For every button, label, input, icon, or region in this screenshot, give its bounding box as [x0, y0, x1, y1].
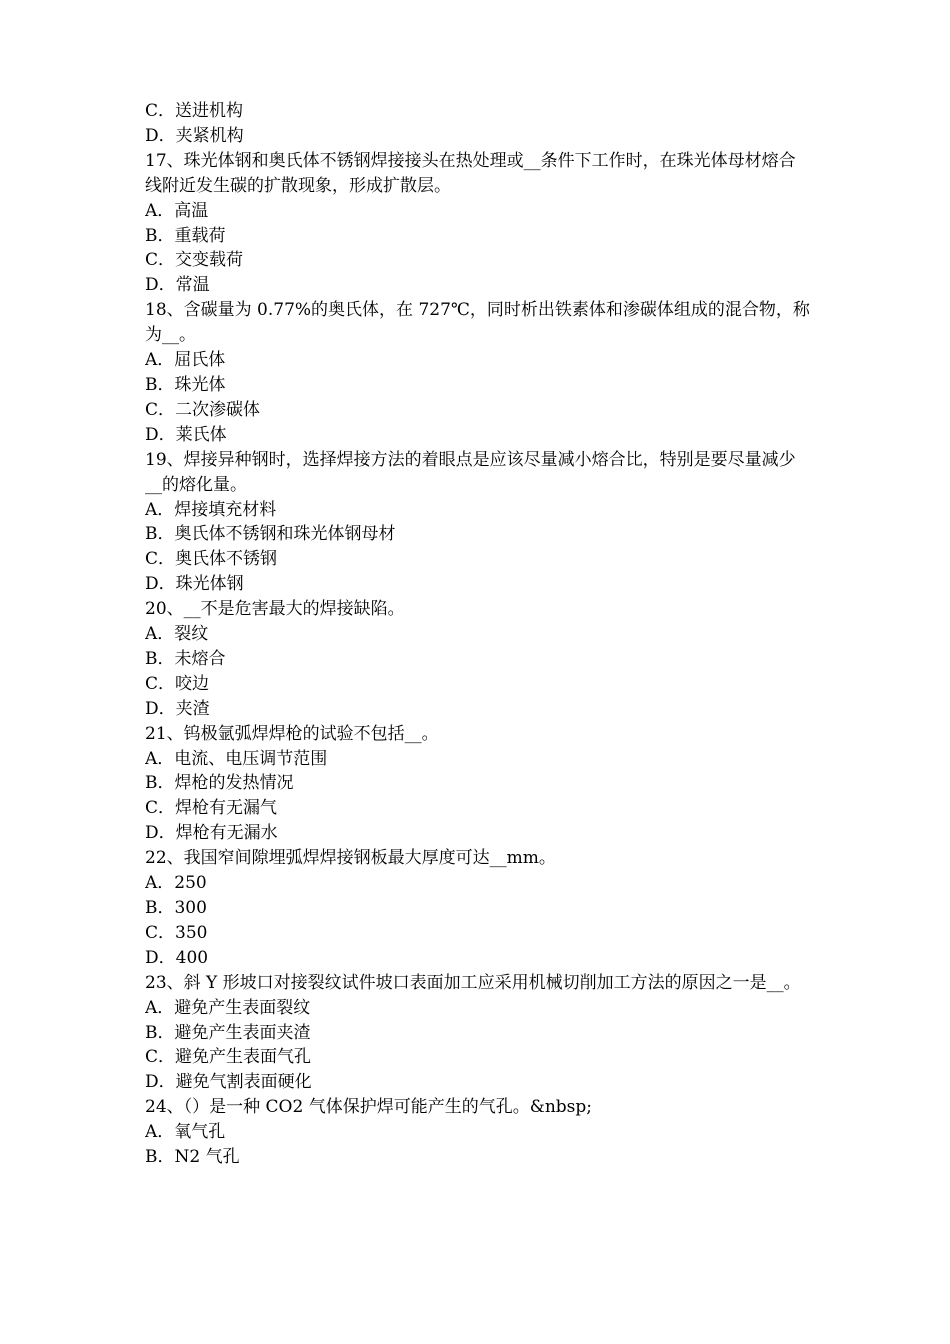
answer-option: B．未熔合	[145, 648, 226, 669]
answer-option: D．焊枪有无漏水	[145, 823, 278, 844]
answer-option: C．送进机构	[145, 101, 244, 121]
answer-option: A．屈氏体	[145, 350, 226, 371]
question-text: 20、__不是危害最大的焊接缺陷。	[145, 599, 405, 620]
answer-option: C．奥氏体不锈钢	[145, 549, 278, 570]
answer-option: B．N2 气孔	[145, 1147, 240, 1168]
answer-option: B．奥氏体不锈钢和珠光体钢母材	[145, 524, 396, 545]
answer-option: B．焊枪的发热情况	[145, 773, 294, 794]
answer-option: B．避免产生表面夹渣	[145, 1022, 311, 1043]
question-text: 18、含碳量为 0.77%的奥氏体，在 727℃，同时析出铁素体和渗碳体组成的混合物，称为__。	[145, 300, 810, 346]
answer-option: D．400	[145, 947, 209, 968]
answer-option: C．二次渗碳体	[145, 399, 261, 420]
answer-option: C．350	[145, 922, 208, 943]
answer-option: D．珠光体钢	[145, 574, 244, 595]
answer-option: A．裂纹	[145, 624, 209, 645]
answer-option: C．咬边	[145, 673, 210, 694]
answer-option: C．交变载荷	[145, 250, 244, 271]
answer-option: C．焊枪有无漏气	[145, 798, 278, 819]
answer-option: D．夹渣	[145, 698, 210, 719]
answer-option: B．300	[145, 898, 207, 918]
answer-option: A．高温	[145, 200, 209, 221]
answer-option: A．焊接填充材料	[145, 499, 277, 520]
question-text: 24、（）是一种 CO2 气体保护焊可能产生的气孔。&nbsp;	[145, 1097, 592, 1118]
answer-option: A．避免产生表面裂纹	[145, 997, 311, 1018]
question-text: 23、斜 Y 形坡口对接裂纹试件坡口表面加工应采用机械切削加工方法的原因之一是__。	[145, 972, 801, 993]
question-text: 17、珠光体钢和奥氏体不锈钢焊接接头在热处理或__条件下工作时，在珠光体母材熔合线附近发生碳的扩散现象，形成扩散层。	[145, 150, 796, 196]
question-text: 21、钨极氩弧焊焊枪的试验不包括__。	[145, 723, 439, 744]
answer-option: C．避免产生表面气孔	[145, 1047, 312, 1068]
answer-option: B．珠光体	[145, 374, 226, 395]
question-text: 22、我国窄间隙埋弧焊焊接钢板最大厚度可达__mm。	[145, 848, 556, 869]
question-text: 19、焊接异种钢时，选择焊接方法的着眼点是应该尽量减小熔合比，特别是要尽量减少__的熔化量。	[145, 449, 796, 495]
answer-option: B．重载荷	[145, 225, 226, 246]
answer-option: A．电流、电压调节范围	[145, 748, 328, 769]
answer-option: A．氧气孔	[145, 1122, 226, 1143]
answer-option: D．避免气割表面硬化	[145, 1072, 312, 1093]
answer-option: D．常温	[145, 275, 210, 296]
answer-option: D．莱氏体	[145, 424, 227, 445]
answer-option: D．夹紧机构	[145, 125, 244, 146]
answer-option: A．250	[145, 873, 207, 894]
document-body	[145, 99, 810, 1170]
